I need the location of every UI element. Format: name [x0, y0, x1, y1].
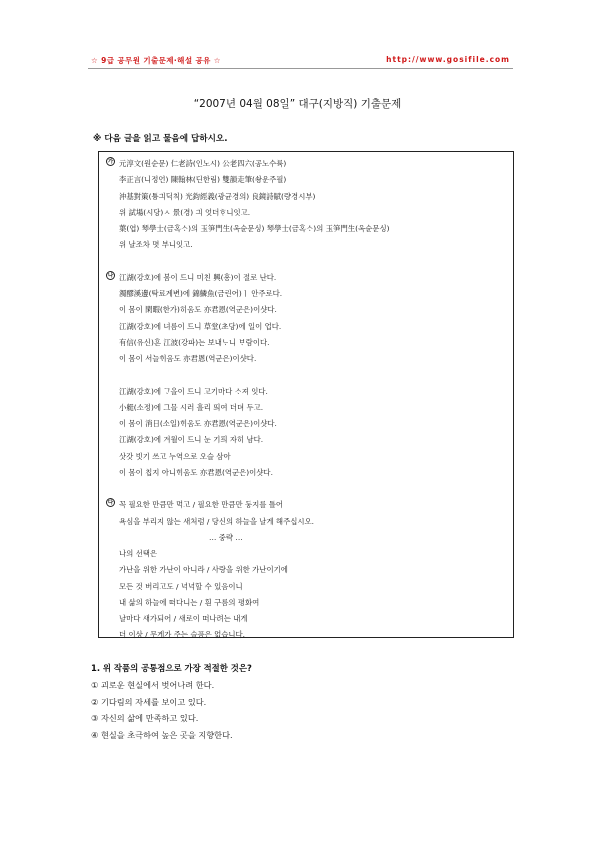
header-left-text: ☆ 9급 공무원 기출문제·해설 공유 ☆	[91, 56, 221, 65]
passage-line-text: 元淳文(원순문) 仁老詩(인노시) 公老四六(공노수륙)	[119, 159, 287, 168]
question-1: 1. 위 작품의 공통점으로 가장 적절한 것은?	[91, 663, 252, 673]
passage-line	[119, 288, 282, 299]
passage-line-text: 葉(엽) 琴學士(금혹ᄉᆞ)의 玉笋門生(옥슌문싱) 琴學士(금혹ᄉᆞ)의 玉笋門生(옥슌문싱)	[119, 224, 390, 233]
passage-line	[119, 613, 247, 624]
passage-line	[119, 386, 268, 397]
passage-line-text: 李正言(니정언) 陳翰林(딘한림) 雙韻走筆(솽운주필)	[119, 175, 287, 185]
passage-line-text: 욕심을 부리지 않는 새처럼 / 당신의 하늘을 날게 해주십시오.	[119, 516, 314, 526]
passage-line	[119, 516, 314, 527]
passage-line-text: 江湖(강호)에 봄이 드니 미친 興(흥)이 절로 난다.	[119, 272, 277, 282]
passage-line-text: 꼭 필요한 만큼만 먹고 / 필요한 만큼만 둥지를 틀어	[119, 500, 284, 510]
header-divider	[88, 68, 513, 69]
passage-line	[119, 418, 277, 429]
answer-option-1[interactable]: ① 괴로운 현실에서 벗어나려 한다.	[91, 680, 215, 690]
passage-line	[119, 191, 315, 202]
passage-line-text: 더 이상 / 무게가 주는 슬픔은 없습니다.	[119, 630, 246, 640]
section-marker: 다	[107, 500, 114, 507]
passage-line	[119, 321, 281, 332]
passage-line-text: 이 몸이 칩지 아니ᄒᆡ옴도 亦君恩(역군은)이샷다.	[119, 467, 273, 477]
answer-option-3[interactable]: ③ 자신의 삶에 만족하고 있다.	[91, 713, 199, 723]
passage-line-text: 小艇(소정)에 그믈 시러 흘리 띄여 더뎌 두고.	[119, 402, 264, 412]
passage-line-text: 江湖(강호)에 녀름이 드니 草堂(초당)에 일이 업다.	[119, 321, 282, 331]
passage-line-text: 내 삶의 하늘에 떠다니는 / 흰 구름의 평화여	[119, 597, 260, 607]
passage-line	[119, 467, 273, 478]
passage-box	[98, 151, 514, 638]
passage-line-text: 沖基對策(튱긔딕칙) 光鈞經義(광균경의) 良鏡詩賦(량경시부)	[119, 191, 316, 201]
answer-option-4[interactable]: ④ 현실을 초극하여 높은 곳을 지향한다.	[91, 729, 233, 740]
passage-line	[119, 581, 243, 592]
exam-title: “2007년 04월 08일” 대구(지방직) 기출문제	[193, 98, 402, 110]
passage-line	[119, 451, 231, 462]
passage-line-text: 위 試場(시당)ㅅ 景(경) 긔 엇더ᄒᆞ니잇고.	[119, 207, 251, 217]
passage-line-text: 위 날조차 몃 부니잇고.	[119, 240, 193, 250]
passage-line-text: 날마다 새가되어 / 새로이 떠나려는 내게	[119, 614, 248, 623]
passage-line-text: … 중략 …	[209, 532, 243, 542]
section-marker: 나	[107, 272, 114, 279]
passage-line	[119, 207, 250, 218]
passage-line	[119, 174, 286, 185]
passage-line	[119, 337, 269, 348]
passage-line-text: 濁醪溪邊(탁료계변)에 錦鱗魚(금린어)ㅣ 안주로다.	[119, 289, 283, 298]
passage-line-text: 나의 선택은	[119, 549, 158, 558]
passage-line-text: 江湖(강호)에 ᄀᆞ을이 드니 고기마다 ᄉᆞ져 잇다.	[119, 386, 268, 396]
passage-line-text: 이 몸이 消日(소일)ᄒᆡ옴도 亦君恩(역군은)이샷다.	[119, 419, 277, 428]
passage-line	[119, 434, 263, 445]
passage-line	[119, 548, 157, 559]
instruction-text: ※ 다음 글을 읽고 물음에 답하시오.	[93, 134, 228, 144]
passage-line	[119, 353, 256, 364]
passage-line-text: 모든 것 버리고도 / 넉넉할 수 있음이니	[119, 581, 243, 591]
passage-line-text: 江湖(강호)에 겨월이 드니 눈 기픠 자히 남다.	[119, 435, 264, 445]
passage-line	[119, 402, 263, 413]
passage-line-text: 이 몸이 閑暇(한가)히옴도 亦君恩(역군은)이샷다.	[119, 305, 277, 315]
section-marker: 가	[107, 159, 114, 165]
passage-line-text: 이 몸이 서늘ᄒᆡ옴도 亦君恩(역군은)이샷다.	[119, 354, 257, 363]
passage-line	[119, 597, 259, 608]
passage-line-text: 삿갓 빗기 쓰고 누역으로 오슬 삼아	[119, 451, 231, 461]
passage-line	[119, 629, 245, 640]
passage-line-text: 가난을 위한 가난이 아니라 / 사랑을 위한 가난이기에	[119, 565, 288, 575]
passage-line	[107, 272, 277, 283]
passage-line	[119, 304, 277, 315]
header-url-link[interactable]: http://www.gosifile.com	[386, 55, 510, 64]
passage-line	[119, 564, 288, 575]
passage-line-text: 有信(유신)흔 江波(강파)는 보내ᄂᆞ니 ᄇᆞ람이다.	[119, 337, 270, 347]
passage-line	[119, 223, 389, 234]
passage-line	[107, 499, 284, 510]
passage-line	[209, 532, 243, 543]
passage-line	[119, 239, 193, 250]
passage-line	[107, 158, 287, 169]
answer-option-2[interactable]: ② 기다림의 자세를 보이고 있다.	[91, 696, 207, 707]
